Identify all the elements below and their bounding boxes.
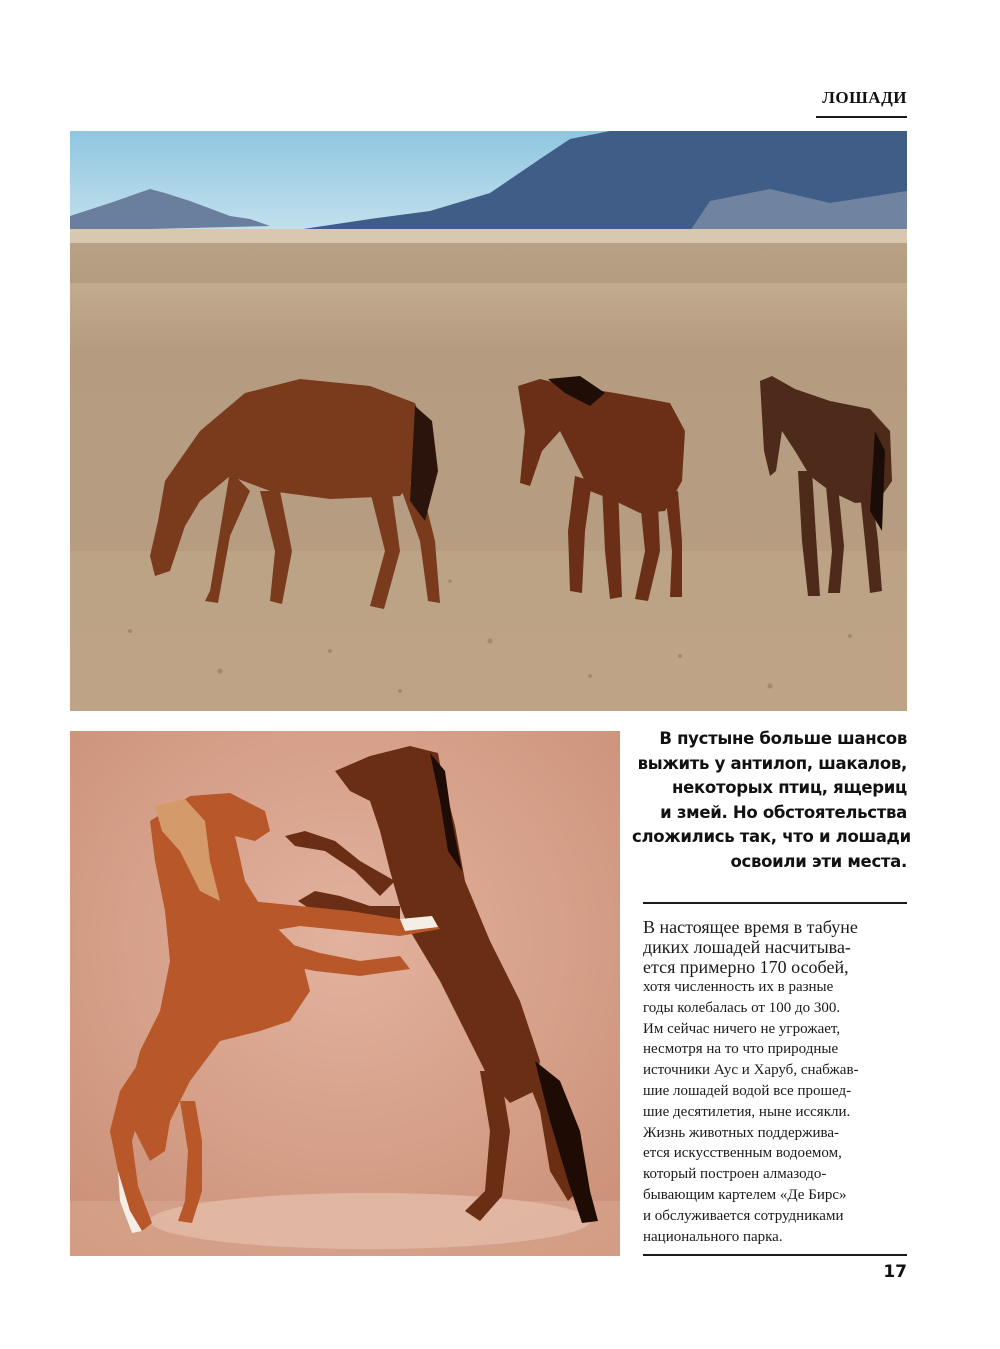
three-horses-desert-image xyxy=(70,131,907,711)
three-horses-desert-photo xyxy=(70,131,907,711)
lead-line: освоили эти места. xyxy=(730,851,907,871)
body-line: который построен алмазодо- xyxy=(643,1166,827,1183)
two-rearing-horses-photo xyxy=(70,731,620,1256)
page-number: 17 xyxy=(883,1262,907,1282)
body-line: ется искусственным водоемом, xyxy=(643,1145,842,1162)
section-header xyxy=(816,88,907,118)
section-title: ЛОШАДИ xyxy=(822,88,907,107)
footer-rule xyxy=(643,1254,907,1256)
body-line: В настоящее время в табуне xyxy=(643,917,858,937)
body-line: ется примерно 170 особей, xyxy=(643,957,849,977)
body-line: Жизнь животных поддержива- xyxy=(643,1124,840,1141)
lead-line: некоторых птиц, ящериц xyxy=(672,778,907,797)
section-header-rule xyxy=(816,116,907,118)
body-line: хотя численность их в разные xyxy=(643,979,834,995)
divider-rule xyxy=(643,902,907,904)
body-paragraph xyxy=(643,917,907,1247)
body-line: и обслуживается сотрудниками xyxy=(643,1207,844,1224)
body-line: источники Аус и Харуб, снабжав- xyxy=(643,1062,859,1079)
body-line: несмотря на то что природные xyxy=(643,1041,839,1058)
lead-line: и змей. Но обстоятельства xyxy=(660,802,907,822)
body-line: годы колебалась от 100 до 300. xyxy=(643,999,841,1016)
lead-line: В пустыне больше шансов xyxy=(659,729,907,748)
body-line: Им сейчас ничего не угрожает, xyxy=(643,1020,841,1037)
body-line: шие десятилетия, ныне иссякли. xyxy=(643,1103,851,1120)
lead-paragraph xyxy=(632,727,911,874)
lead-line: выжить у антилоп, шакалов, xyxy=(637,753,907,773)
lead-line: сложились так, что и лошади xyxy=(632,827,911,846)
two-rearing-horses-image xyxy=(70,731,620,1256)
body-line: бывающим картелем «Де Бирс» xyxy=(643,1186,847,1203)
body-line: национального парка. xyxy=(643,1228,783,1245)
body-line: диких лошадей насчитыва- xyxy=(643,937,851,957)
body-line: шие лошадей водой все прошед- xyxy=(643,1082,852,1099)
